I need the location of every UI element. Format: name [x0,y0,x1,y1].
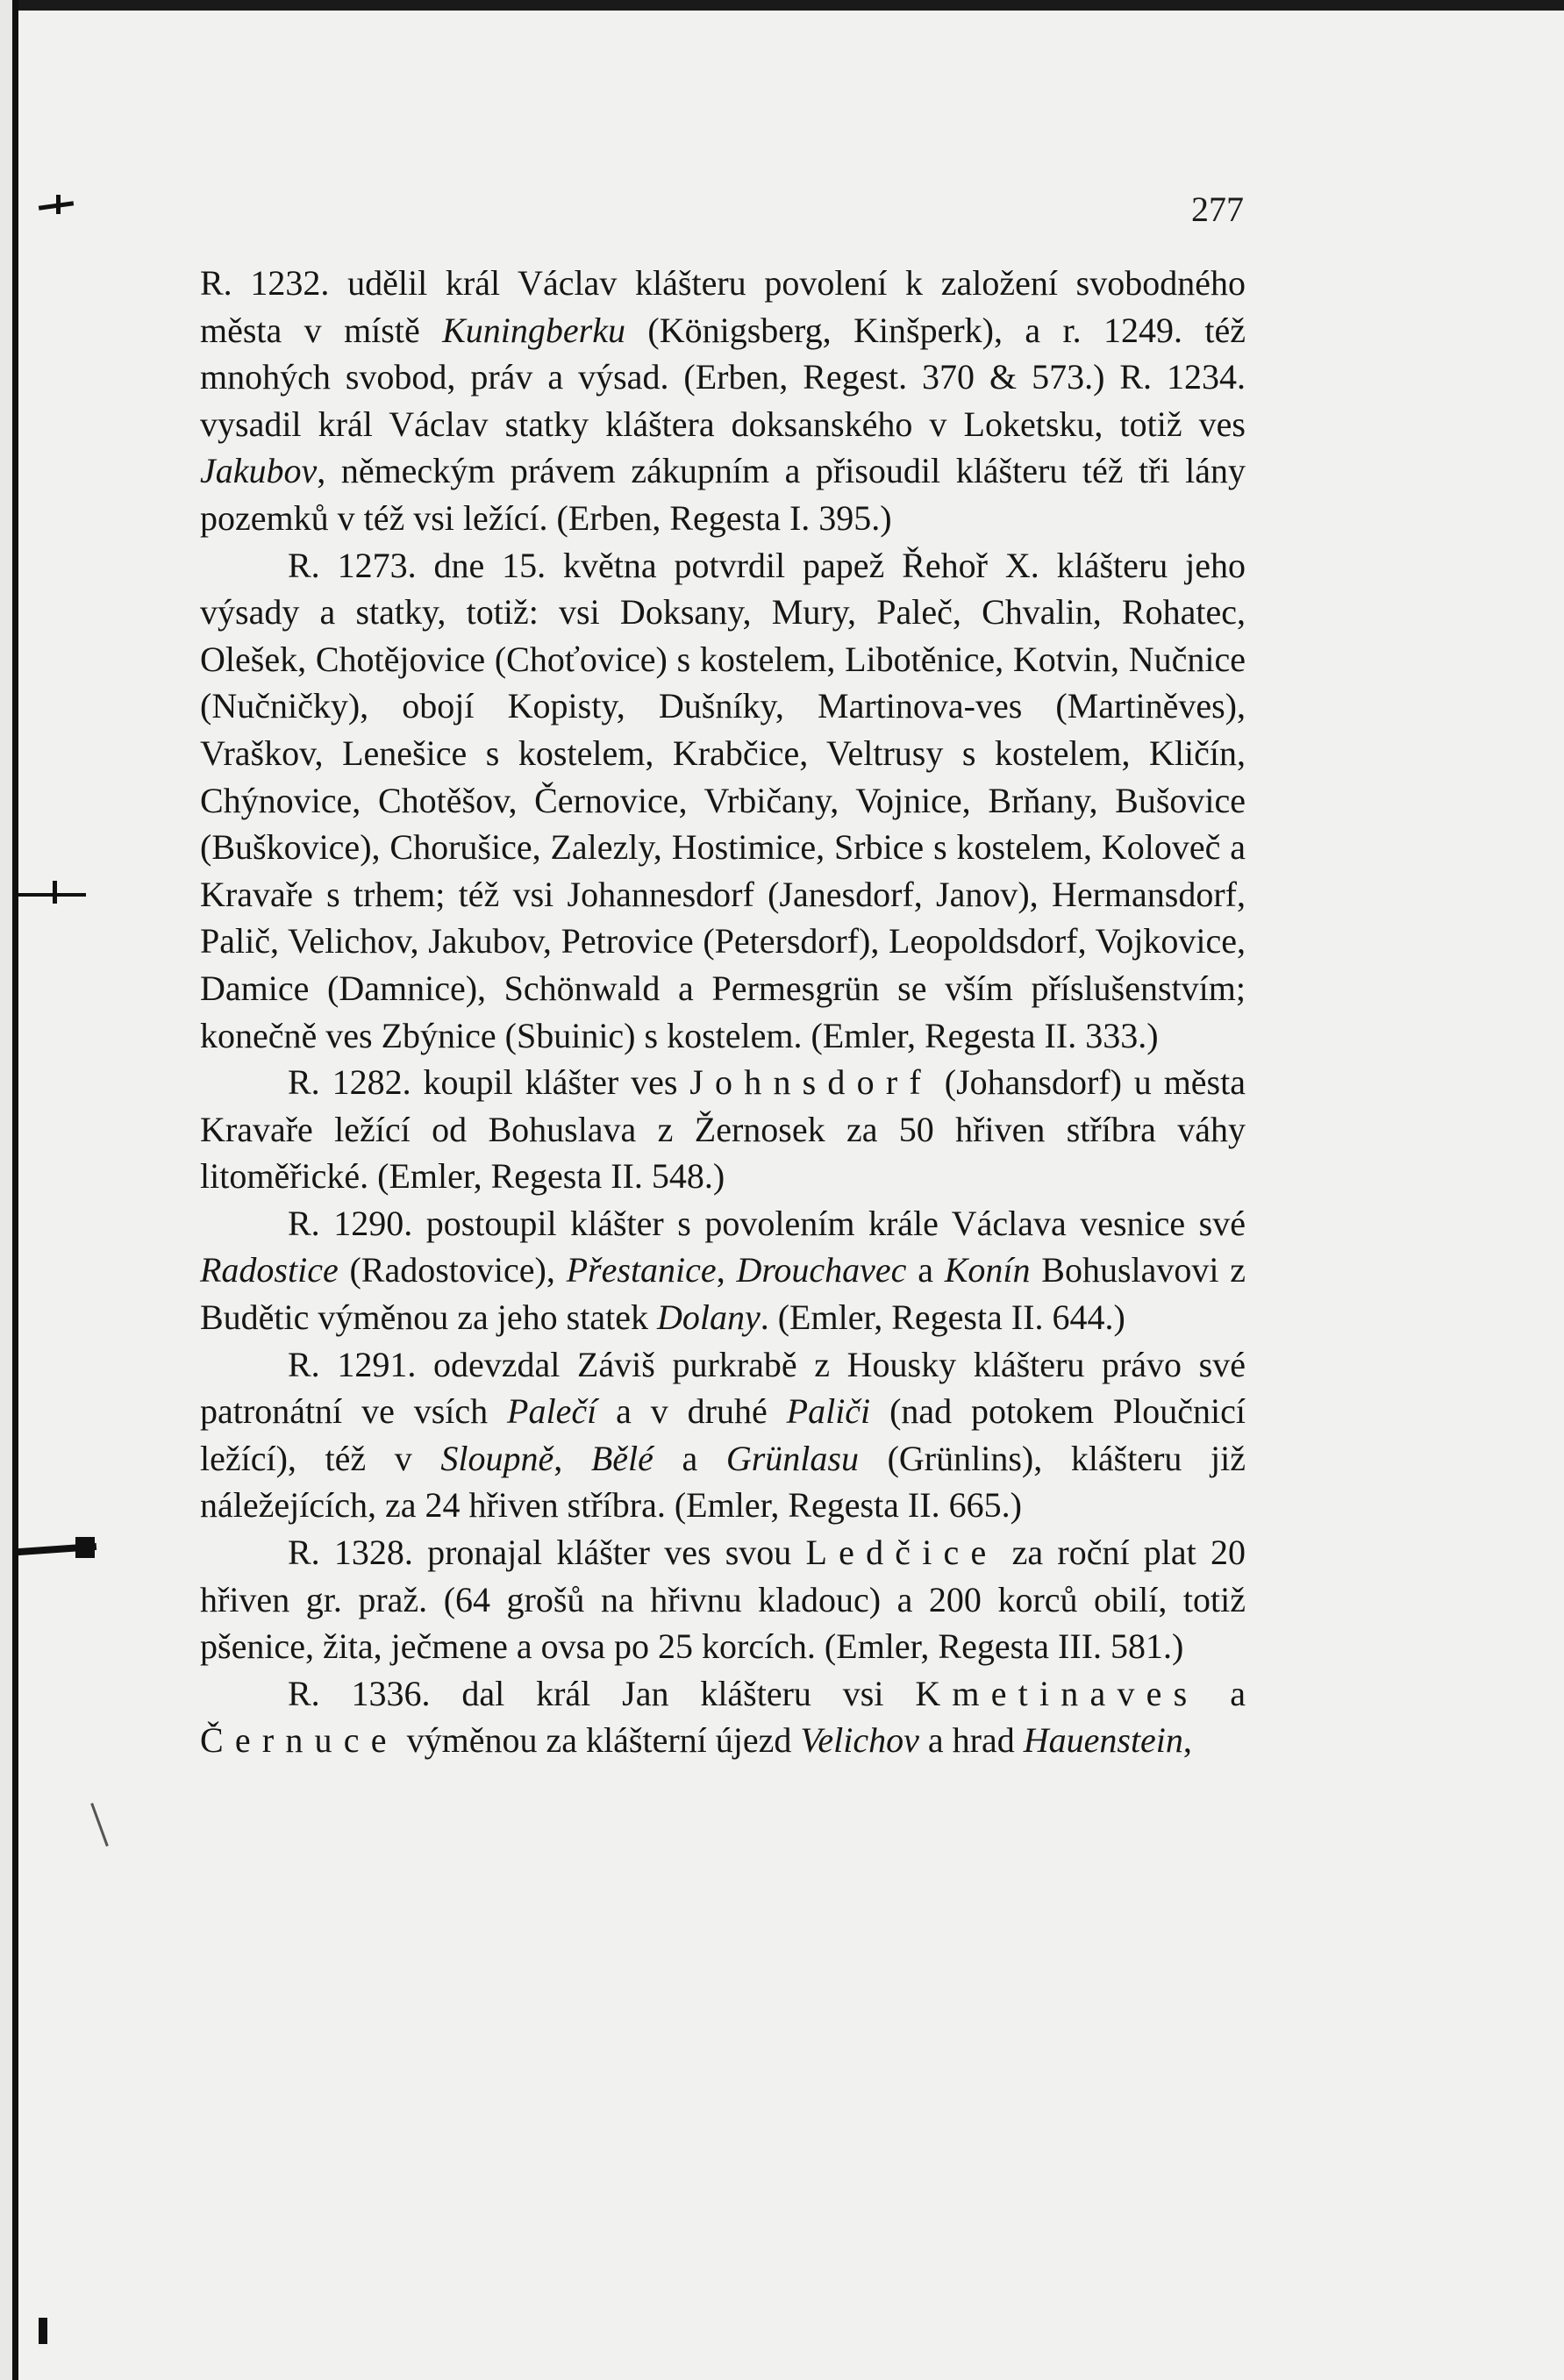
text-run: , německým právem zákupním a přisoudil klášteru též tři lány pozemků v též vsi ležící. (Erben, Regesta I. 395.) [200,451,1246,538]
italic-name: Dolany [656,1297,761,1338]
scan-artifact-mark [56,195,61,214]
italic-name: Drouchavec [736,1250,907,1290]
text-run: a [906,1250,945,1290]
scan-artifact-mark [90,1803,109,1847]
scan-artifact-mark [18,893,86,897]
italic-name: Kuningberku [442,310,625,350]
text-run: , [1182,1720,1192,1761]
italic-name: Konín [944,1250,1031,1290]
spaced-name: Kmetinaves [915,1673,1199,1713]
text-run: výměnou za klášterní újezd [397,1720,801,1761]
text-run: R. 1232. udělil král Václav klášteru povolení k založení svobodného města v místě [200,263,1246,350]
italic-name: Radostice [200,1250,339,1290]
spaced-name: Ledčice [805,1533,998,1573]
paragraph [200,260,1246,542]
text-run: (nad potokem Ploučnicí ležící), též v [200,1391,1246,1478]
text-run: R. 1273. dne 15. května potvrdil papež Řehoř X. klášteru jeho výsady a statky, totiž: vsi Doksany, Mury, Paleč, Chvalin, Rohatec, Olešek, Chotějovice (Choťovice) s kostelem, Libotěnice, Kotvin, Nučnice (Nučničky), obojí Kopisty, Dušníky, Martinova-ves (Martiněves), Vraškov, Lenešice s kostelem, Krabčice, Veltrusy s kostelem, Kličín, Chýnovice, Chotěšov, Černovice, Vrbičany, Vojnice, Brňany, Bušovice (Buškovice), Chorušice, Zalezly, Hostimice, Srbice s kostelem, Koloveč a Kravaře s trhem; též vsi Johannesdorf (Janesdorf, Janov), Hermansdorf, Palič, Velichov, Jakubov, Petrovice (Petersdorf), Leopoldsdorf, Vojkovice, Damice (Damnice), Schönwald a Permesgrün se vším příslušenstvím; konečně ves Zbýnice (Sbuinic) s kostelem. (Emler, Regesta II. 333.) [200,545,1246,1055]
text-run: . (Emler, Regesta II. 644.) [760,1297,1125,1338]
italic-name: Velichov [800,1720,919,1761]
text-run: R. 1282. koupil klášter ves [288,1062,690,1103]
italic-name: Přestanice [566,1250,717,1290]
paragraph [200,1670,1246,1764]
paragraph [200,1529,1246,1670]
italic-name: Grünlasu [725,1438,859,1478]
italic-name: Hauenstein [1023,1720,1183,1761]
paragraph [200,542,1246,1060]
text-run: , [716,1250,737,1290]
text-run: R. 1290. postoupil klášter s povolením krále Václava vesnice své [288,1203,1246,1243]
italic-name: Palečí [507,1391,597,1432]
paragraph [200,1341,1246,1529]
scan-top-edge [0,0,1564,11]
text-run: a [1198,1673,1246,1713]
text-run: a v druhé [596,1391,787,1432]
paragraph [200,1200,1246,1341]
text-run: (Grünlins), klášteru již náležejících, za 24 hřiven stříbra. (Emler, Regesta II. 665.) [200,1438,1246,1526]
text-run: R. 1336. dal král Jan klášteru vsi [288,1673,916,1713]
text-run: (Johansdorf) u města Kravaře ležící od Bohuslava z Žernosek za 50 hřiven stříbra váhy litoměřické. (Emler, Regesta II. 548.) [200,1062,1246,1197]
italic-name: Jakubov [200,451,318,491]
spaced-name: Johnsdorf [689,1062,932,1103]
book-spine-edge [12,0,18,2380]
text-run: a [653,1438,726,1478]
text-run: a hrad [918,1720,1024,1761]
text-run: (Radostovice), [338,1250,567,1290]
text-run: R. 1328. pronajal klášter ves svou [288,1533,806,1573]
text-run: Bohuslavovi z Budětic výměnou za jeho statek [200,1250,1246,1338]
page-number: 277 [1191,189,1244,229]
scan-artifact-mark [75,1537,95,1558]
text-run: za roční plat 20 hřiven gr. praž. (64 grošů na hřivnu kladouc) a 200 korců obilí, totiž pšenice, žita, ječmene a ovsa po 25 korcích. (Emler, Regesta III. 581.) [200,1533,1246,1667]
scan-artifact-mark [53,881,57,904]
text-run: , [553,1438,591,1478]
scan-left-margin [0,0,12,2380]
paragraph [200,1059,1246,1200]
text-run: R. 1291. odevzdal Záviš purkrabě z Housky klášteru právo své patronátní ve vsích [200,1344,1246,1432]
italic-name: Sloupně [440,1438,554,1478]
spaced-name: Černuce [200,1720,398,1761]
italic-name: Paliči [786,1391,871,1432]
scan-artifact-mark [39,2318,47,2344]
italic-name: Bělé [590,1438,653,1478]
body-text [200,260,1246,1764]
text-run: (Königsberg, Kinšperk), a r. 1249. též mnohých svobod, práv a výsad. (Erben, Regest. 370 & 573.) R. 1234. vysadil král Václav statky kláštera doksanského v Loketsku, totiž ves [200,310,1246,444]
